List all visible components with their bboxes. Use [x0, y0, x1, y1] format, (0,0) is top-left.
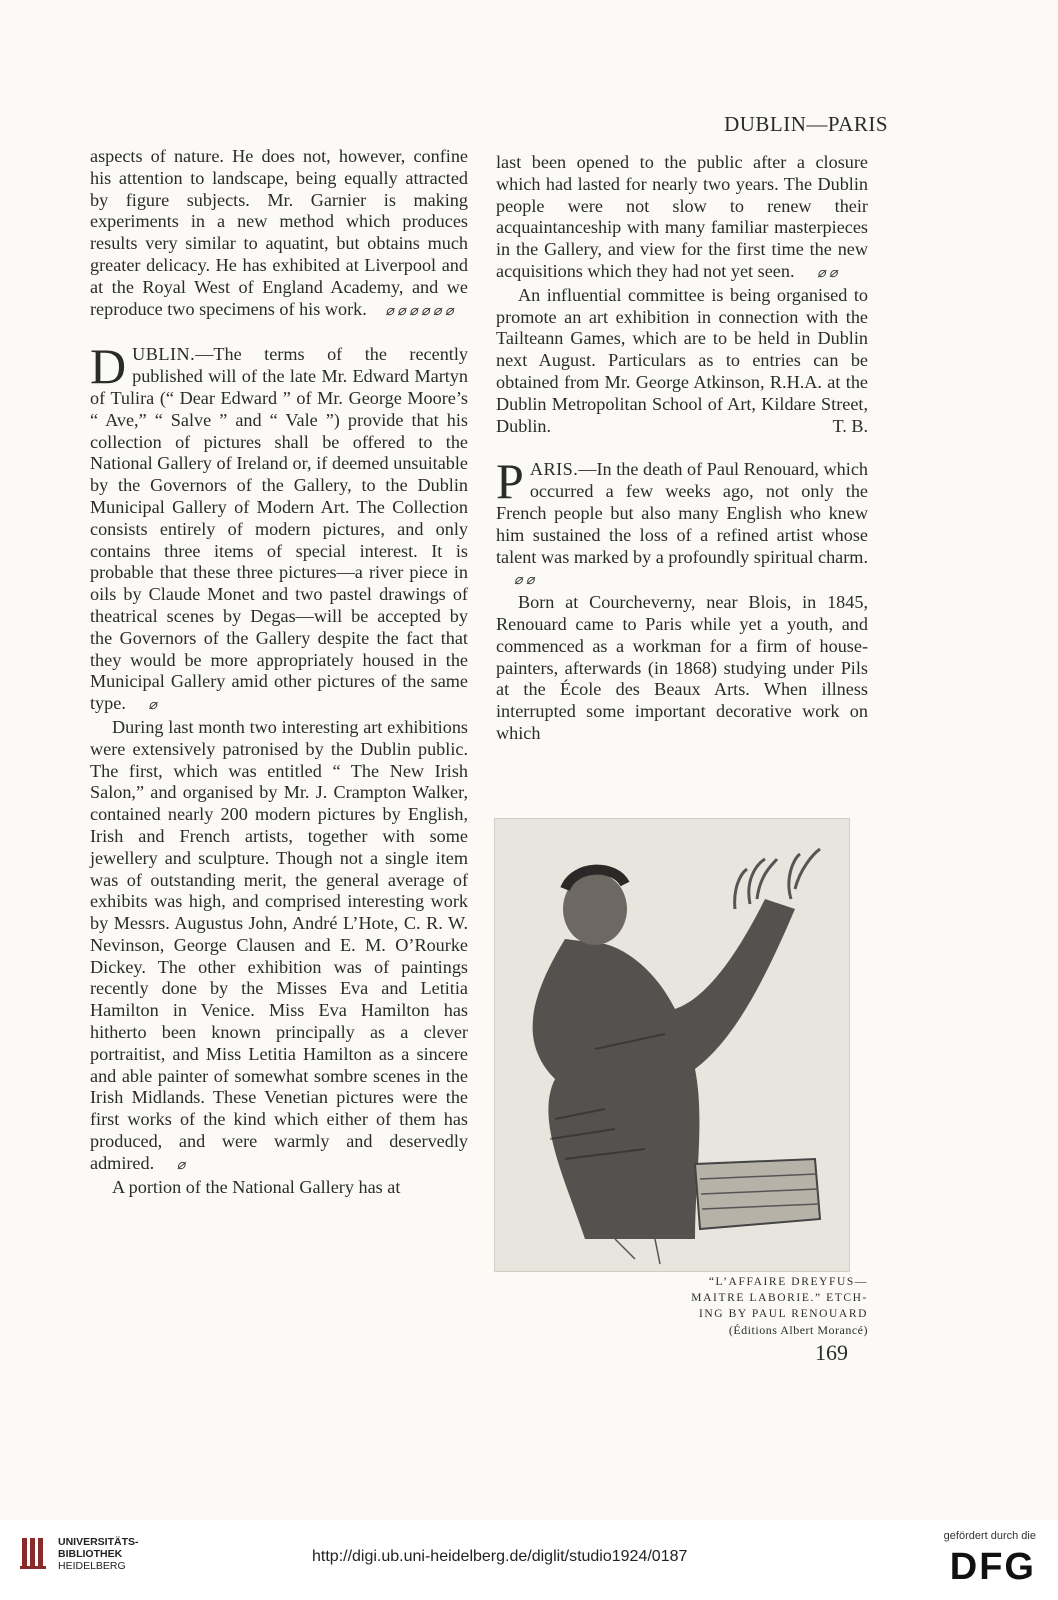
permalink-url[interactable]: http://digi.ub.uni-heidelberg.de/diglit/studio1924/0187	[312, 1548, 688, 1565]
ornament: ⌀	[148, 698, 157, 714]
caption-line: “L’AFFAIRE DREYFUS—	[708, 1276, 868, 1288]
paragraph-text: A portion of the National Gallery has at	[112, 1176, 401, 1197]
paris-section-paragraph	[496, 453, 868, 592]
right-column	[496, 152, 868, 745]
paragraph	[90, 717, 468, 1177]
library-name-line: HEIDELBERG	[58, 1560, 126, 1572]
paragraph-text: —In the death of Paul Renouard, which occurred a few weeks ago, not only the French people but also many English who knew him sustained the loss of a refined artist whose talent was marked by a profoundly spiritual charm.	[496, 459, 868, 567]
library-name-line: UNIVERSITÄTS-	[58, 1536, 139, 1548]
ornament: ⌀ ⌀ ⌀ ⌀ ⌀ ⌀	[385, 303, 454, 319]
library-name-line: BIBLIOTHEK	[58, 1548, 123, 1560]
paragraph	[90, 1177, 468, 1199]
caption-line: ING BY PAUL RENOUARD	[698, 1308, 868, 1320]
paragraph-text: aspects of nature. He does not, however, confine his attention to landscape, being equally attracted by figure subjects. Mr. Garnier is making experiments in a new method which produces results very similar to aquatint, but obtains much greater delicacy. He has exhibited at Liverpool and at the Royal West of England Academy, and we reproduce two specimens of his work.	[90, 146, 468, 319]
author-signature: T. B.	[832, 415, 868, 436]
drop-cap: D	[90, 338, 127, 395]
paragraph	[496, 592, 868, 745]
page-number: 169	[815, 1340, 848, 1365]
etching-figure-drawing	[495, 819, 849, 1271]
paragraph-text: —The terms of the recently published will of the late Mr. Edward Martyn of Tulira (“ Dear Edward ” of Mr. George Moore’s “ Ave,” “ Salve ” and “ Vale ”) provide that his collection of pictures shall be offered to the National Gallery of Ireland or, if deemed unsuitable by the Governors of the Gallery, to the Dublin Municipal Gallery of Modern Art. The Collection consists entirely of modern pictures, and only contains three items of special interest. It is probable that these three pictures—a river piece in oils by Claude Monet and two pastel drawings of theatrical scenes by Degas—will be accepted by the Governors of the Gallery despite the fact that they would be more appropriately housed in the Municipal Gallery amid other pictures of the same type.	[90, 344, 468, 714]
paragraph	[496, 285, 868, 438]
library-name	[58, 1536, 139, 1572]
caption-line: MAITRE LABORIE.” ETCH-	[691, 1292, 868, 1304]
paragraph	[90, 146, 468, 322]
ornament: ⌀ ⌀	[817, 265, 838, 281]
paragraph	[496, 152, 868, 285]
left-column	[90, 146, 468, 1198]
caption-credit: (Éditions Albert Morancé)	[728, 1323, 868, 1337]
ornament: ⌀ ⌀	[514, 573, 535, 589]
paragraph-text: last been opened to the public after a closure which had lasted for nearly two years. The Dublin people were not slow to renew their acquaintanceship with many familiar masterpieces in the Gallery, and view for the first time the new acquisitions which they had not yet seen.	[496, 152, 868, 281]
running-head: DUBLIN—PARIS	[724, 112, 888, 136]
section-lead: ARIS.	[529, 459, 579, 480]
paragraph-text: Born at Courcheverny, near Blois, in 1845, Renouard came to Paris while yet a youth, and commenced as a workman for a firm of house-painters, afterwards (in 1868) studying under Pils at the École des Beaux Arts. When illness interrupted some important decorative work on which	[496, 592, 868, 743]
etching-illustration	[494, 818, 850, 1272]
section-lead: UBLIN.	[132, 344, 196, 365]
figure-caption	[628, 1274, 868, 1338]
ornament: ⌀	[176, 1157, 186, 1173]
digitization-footer	[0, 1520, 1058, 1600]
paragraph-text: During last month two interesting art exhibitions were extensively patronised by the Dublin public. The first, which was entitled “ The New Irish Salon,” and organised by Mr. J. Crampton Walker, contained nearly 200 modern pictures by English, Irish and French artists, together with some jewellery and sculpture. Though not a single item was of outstanding merit, the general average of exhibits was high, and comprised interesting work by Messrs. Augustus John, André L’Hote, C. R. W. Nevinson, George Clausen and E. M. O’Rourke Dickey. The other exhibition was of paintings recently done by the Misses Eva and Letitia Hamilton in Venice. Miss Eva Hamilton has hitherto been known principally as a clever portraitist, and Miss Letitia Hamilton as a sincere and able painter of somewhat sombre scenes in the Irish Midlands. These Venetian pictures were the first works of the kind which either of them has produced, and were warmly and deservedly admired.	[90, 716, 468, 1173]
dfg-logo: DFG	[949, 1546, 1036, 1588]
library-logo-icon	[20, 1534, 50, 1570]
dublin-section-paragraph	[90, 338, 468, 717]
sponsor-text: gefördert durch die	[943, 1530, 1036, 1542]
drop-cap: P	[496, 453, 524, 510]
paragraph-text: An influential committee is being organised to promote an art exhibition in connection with the Tailteann Games, which are to be held in Dublin next August. Particulars as to entries can be obtained from Mr. George Atkinson, R.H.A. at the Dublin Metropolitan School of Art, Kildare Street, Dublin.	[496, 284, 868, 436]
